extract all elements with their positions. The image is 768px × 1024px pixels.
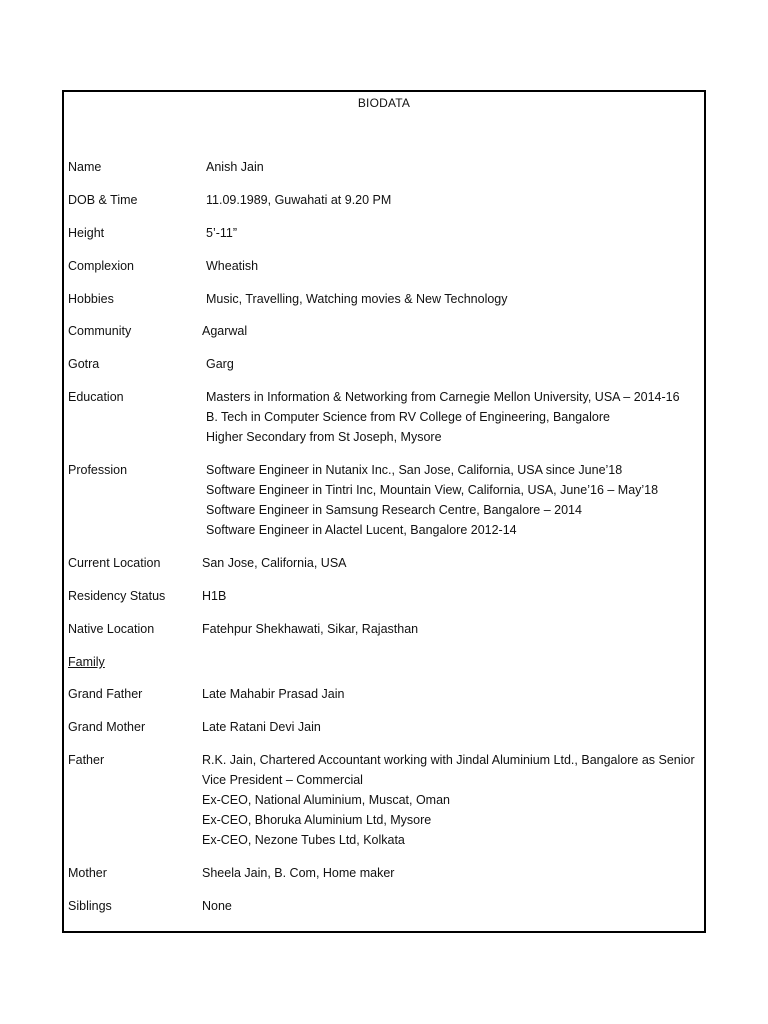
value-line: Agarwal [202,324,248,338]
value-line: Ex-CEO, National Aluminium, Muscat, Oman [202,793,450,807]
field-value [206,289,704,309]
value-line: Software Engineer in Tintri Inc, Mountain View, California, USA, June’16 – May’18 [206,483,659,497]
value-line: Software Engineer in Samsung Research Centre, Bangalore – 2014 [206,503,582,517]
field-label: Grand Father [68,687,143,701]
field-label: Native Location [68,622,155,636]
field-label: Mother [68,866,107,880]
value-line: Fatehpur Shekhawati, Sikar, Rajasthan [202,622,419,636]
field-label: Residency Status [68,589,166,603]
value-line: Vice President – Commercial [202,773,363,787]
field-label: Father [68,753,105,767]
field-value [206,157,704,177]
field-value [202,321,700,341]
field-value [206,223,704,243]
value-line: H1B [202,589,227,603]
field-label: Siblings [68,899,112,913]
field-value [202,896,700,916]
field-value [206,256,704,276]
value-line: R.K. Jain, Chartered Accountant working with Jindal Aluminium Ltd., Bangalore as Senior [202,753,695,767]
value-line: Ex-CEO, Nezone Tubes Ltd, Kolkata [202,833,405,847]
field-label: Community [68,324,132,338]
field-label: Grand Mother [68,720,146,734]
field-value [206,460,704,540]
value-line: 5’-11” [206,226,238,240]
field-label: Hobbies [68,292,114,306]
value-line: 11.09.1989, Guwahati at 9.20 PM [206,193,392,207]
field-label: Gotra [68,357,100,371]
value-line: Wheatish [206,259,259,273]
document-title: BIODATA [357,96,411,110]
field-value [202,863,700,883]
field-value [202,717,700,737]
value-line: San Jose, California, USA [202,556,347,570]
value-line: Ex-CEO, Bhoruka Aluminium Ltd, Mysore [202,813,432,827]
value-line: Sheela Jain, B. Com, Home maker [202,866,395,880]
value-line: Software Engineer in Nutanix Inc., San Jose, California, USA since June’18 [206,463,623,477]
value-line: Higher Secondary from St Joseph, Mysore [206,430,442,444]
value-line: Garg [206,357,234,371]
field-label: Education [68,390,124,404]
field-label: Current Location [68,556,161,570]
field-value [206,354,704,374]
field-label: DOB & Time [68,193,138,207]
value-line: Anish Jain [206,160,264,174]
field-value [206,190,704,210]
value-line: Late Mahabir Prasad Jain [202,687,345,701]
field-value [202,684,700,704]
field-label: Height [68,226,105,240]
value-line: Software Engineer in Alactel Lucent, Bangalore 2012-14 [206,523,517,537]
value-line: Masters in Information & Networking from Carnegie Mellon University, USA – 2014-16 [206,390,680,404]
field-label: Complexion [68,259,135,273]
field-value [202,619,700,639]
field-label: Profession [68,463,128,477]
value-line: Late Ratani Devi Jain [202,720,321,734]
field-value [206,387,704,447]
value-line: None [202,899,232,913]
field-value [202,553,700,573]
field-value [202,750,700,850]
field-value [202,586,700,606]
field-label: Name [68,160,102,174]
value-line: Music, Travelling, Watching movies & New Technology [206,292,508,306]
section-heading: Family [68,655,105,669]
value-line: B. Tech in Computer Science from RV College of Engineering, Bangalore [206,410,610,424]
